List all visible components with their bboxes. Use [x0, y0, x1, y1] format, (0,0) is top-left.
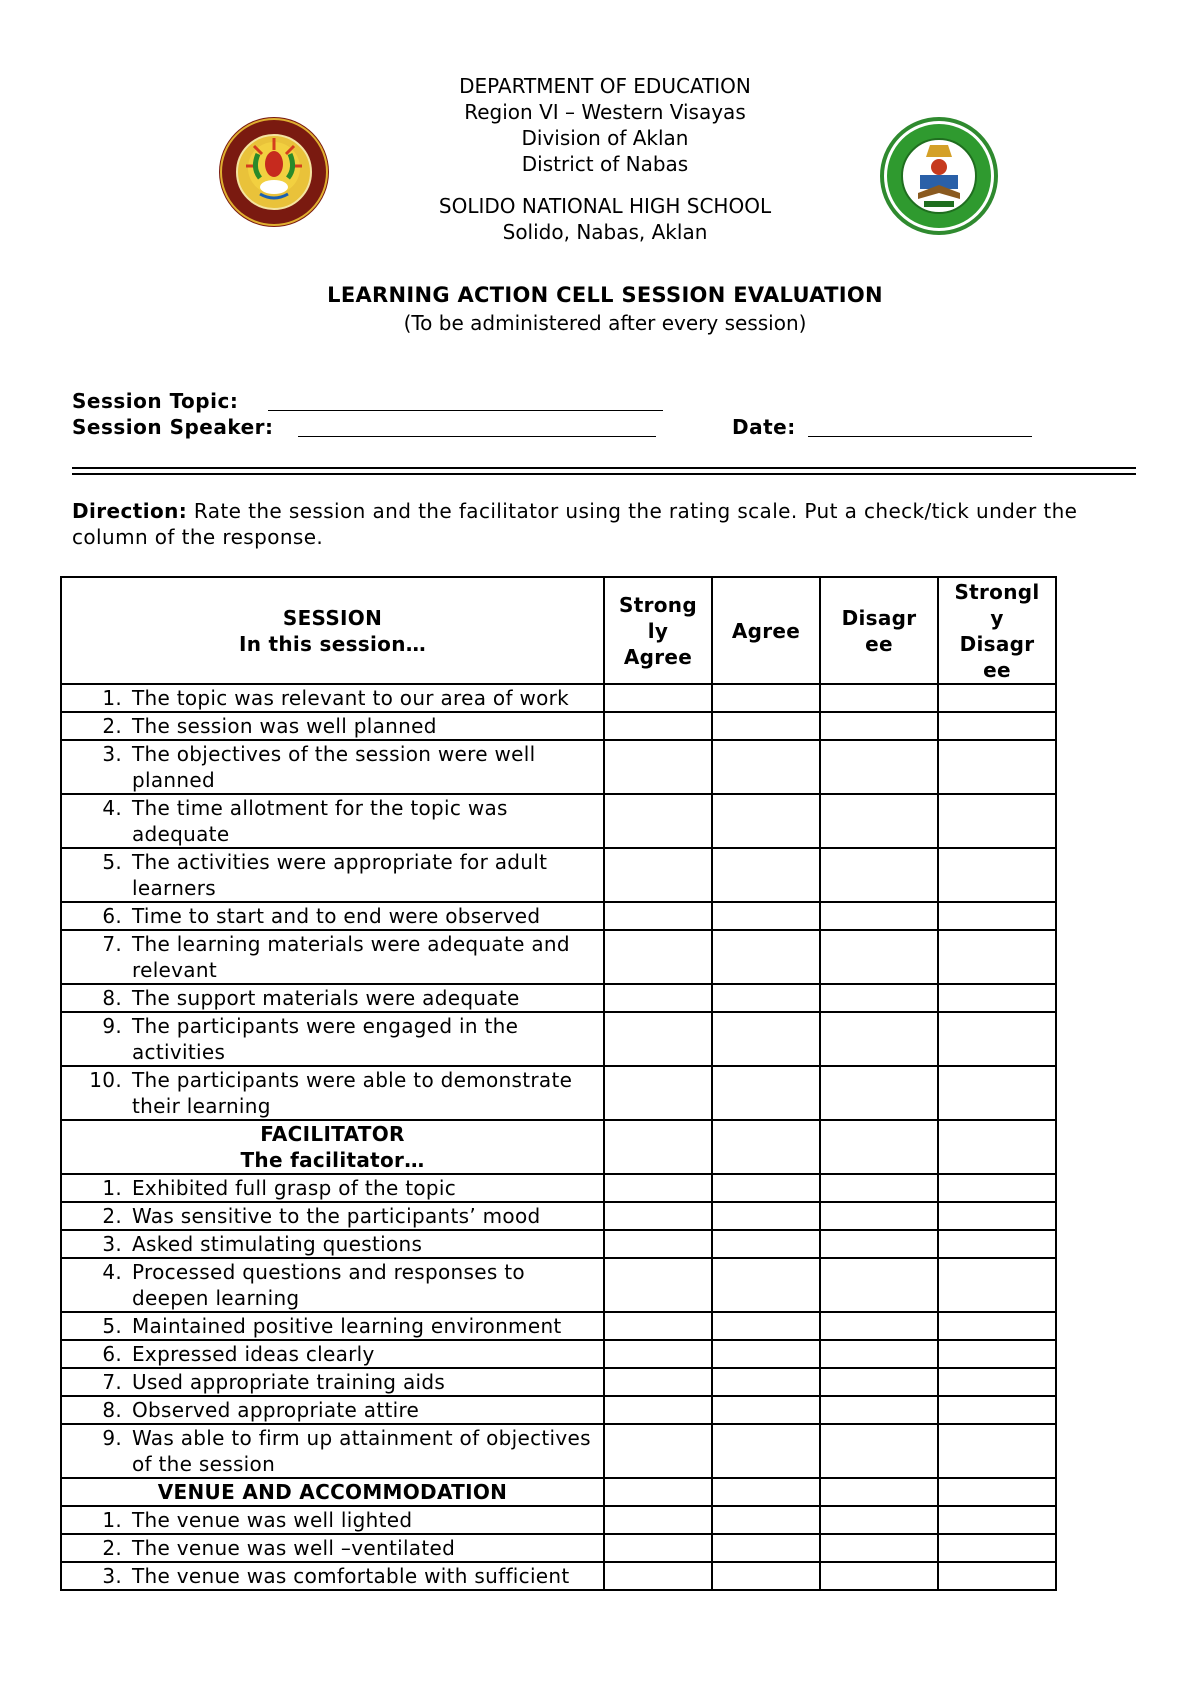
- rating-cell-disagree[interactable]: [820, 1562, 938, 1590]
- rating-cell-agree[interactable]: [712, 1506, 820, 1534]
- rating-cell-strongly-disagree[interactable]: [938, 1368, 1056, 1396]
- evaluation-table: [60, 576, 1057, 1591]
- rating-cell-agree[interactable]: [712, 1066, 820, 1120]
- rating-cell-strongly-disagree[interactable]: [938, 1174, 1056, 1202]
- rating-cell-disagree[interactable]: [820, 1368, 938, 1396]
- rating-cell-strongly-agree[interactable]: [604, 1424, 712, 1478]
- rating-cell-disagree[interactable]: [820, 1066, 938, 1120]
- venue-item-text: The venue was well lighted: [132, 1508, 413, 1532]
- rating-cell-strongly-agree[interactable]: [604, 930, 712, 984]
- facilitator-item-number: 5.: [102, 1314, 122, 1338]
- session-row: [61, 902, 1056, 930]
- facilitator-item: [62, 1231, 603, 1257]
- session-item-text: Time to start and to end were observed: [132, 904, 541, 928]
- school-name: SOLIDO NATIONAL HIGH SCHOOL: [438, 194, 772, 218]
- rating-cell-disagree[interactable]: [820, 902, 938, 930]
- col-strongly-agree: Strong ly Agree: [604, 577, 712, 684]
- rating-cell-disagree[interactable]: [820, 1012, 938, 1066]
- session-topic-field[interactable]: [268, 410, 663, 411]
- facilitator-item-number: 6.: [102, 1342, 122, 1366]
- rating-cell-agree[interactable]: [712, 1562, 820, 1590]
- session-header-title: SESSION: [282, 605, 383, 630]
- rating-cell-strongly-agree[interactable]: [604, 740, 712, 794]
- col-disagree: Disagr ee: [820, 577, 938, 684]
- rating-cell-disagree[interactable]: [820, 1396, 938, 1424]
- facilitator-item-text: Exhibited full grasp of the topic: [132, 1176, 457, 1200]
- rating-cell-agree[interactable]: [712, 1202, 820, 1230]
- session-item-text: The objectives of the session were well planned: [132, 742, 536, 792]
- session-row: [61, 740, 1056, 794]
- rating-cell-agree[interactable]: [712, 1258, 820, 1312]
- rating-cell-strongly-disagree[interactable]: [938, 1202, 1056, 1230]
- rating-cell-strongly-disagree[interactable]: [938, 740, 1056, 794]
- rating-cell-strongly-agree[interactable]: [604, 1534, 712, 1562]
- facilitator-item-number: 7.: [102, 1370, 122, 1394]
- facilitator-item-text: Expressed ideas clearly: [132, 1342, 375, 1366]
- session-item-number: 10.: [89, 1068, 122, 1092]
- rating-cell-disagree[interactable]: [820, 930, 938, 984]
- facilitator-item: [62, 1259, 603, 1311]
- session-item-number: 4.: [102, 796, 122, 820]
- rating-cell-agree[interactable]: [712, 1174, 820, 1202]
- rating-cell-strongly-agree[interactable]: [604, 794, 712, 848]
- rating-cell-disagree[interactable]: [820, 794, 938, 848]
- session-header: [61, 577, 604, 684]
- rating-cell-strongly-agree[interactable]: [604, 1506, 712, 1534]
- rating-cell-agree[interactable]: [712, 902, 820, 930]
- session-item-number: 6.: [102, 904, 122, 928]
- rating-cell-agree[interactable]: [712, 1340, 820, 1368]
- district-name: District of Nabas: [521, 152, 689, 176]
- venue-item-text: The venue was comfortable with sufficient: [132, 1564, 570, 1588]
- session-item-number: 1.: [102, 686, 122, 710]
- rating-cell-strongly-agree[interactable]: [604, 684, 712, 712]
- rating-cell-disagree[interactable]: [820, 1258, 938, 1312]
- facilitator-item-text: Maintained positive learning environment: [132, 1314, 562, 1338]
- session-topic-label: Session Topic:: [72, 389, 239, 413]
- session-item: [62, 903, 603, 929]
- rating-cell-strongly-disagree[interactable]: [938, 902, 1056, 930]
- venue-item: [62, 1563, 603, 1589]
- facilitator-row: [61, 1396, 1056, 1424]
- direction-text: [72, 498, 1152, 550]
- facilitator-row: [61, 1424, 1056, 1478]
- rating-cell-strongly-agree[interactable]: [604, 1202, 712, 1230]
- region-name: Region VI – Western Visayas: [464, 100, 746, 124]
- rating-cell-agree[interactable]: [712, 1396, 820, 1424]
- rating-cell-agree[interactable]: [712, 848, 820, 902]
- rating-cell-strongly-disagree[interactable]: [938, 1312, 1056, 1340]
- rating-cell-strongly-agree[interactable]: [604, 1230, 712, 1258]
- facilitator-item: [62, 1203, 603, 1229]
- rating-cell-strongly-disagree[interactable]: [938, 1012, 1056, 1066]
- rating-cell-agree[interactable]: [712, 1312, 820, 1340]
- rating-cell-disagree[interactable]: [820, 1534, 938, 1562]
- venue-item-number: 1.: [102, 1508, 122, 1532]
- facilitator-row: [61, 1340, 1056, 1368]
- session-item-text: The activities were appropriate for adult learners: [132, 850, 548, 900]
- session-row: [61, 1012, 1056, 1066]
- school-address: Solido, Nabas, Aklan: [502, 220, 708, 244]
- rating-cell-strongly-disagree[interactable]: [938, 1506, 1056, 1534]
- session-row: [61, 984, 1056, 1012]
- double-divider: [72, 467, 1136, 475]
- col-agree: Agree: [712, 577, 820, 684]
- rating-cell-disagree[interactable]: [820, 1340, 938, 1368]
- rating-cell-strongly-disagree[interactable]: [938, 794, 1056, 848]
- rating-cell-strongly-agree[interactable]: [604, 984, 712, 1012]
- facilitator-item-text: Processed questions and responses to deepen learning: [132, 1260, 525, 1310]
- session-item-text: The participants were able to demonstrate their learning: [132, 1068, 573, 1118]
- date-label: Date:: [732, 415, 796, 439]
- rating-cell-strongly-agree[interactable]: [604, 1258, 712, 1312]
- session-item: [62, 1067, 603, 1119]
- facilitator-row: [61, 1312, 1056, 1340]
- venue-row: [61, 1506, 1056, 1534]
- facilitator-item: [62, 1313, 603, 1339]
- date-field[interactable]: [808, 436, 1032, 437]
- rating-cell-agree[interactable]: [712, 740, 820, 794]
- session-item-number: 9.: [102, 1014, 122, 1038]
- venue-title: VENUE AND ACCOMMODATION: [61, 1478, 604, 1506]
- facilitator-item-number: 9.: [102, 1426, 122, 1450]
- rating-cell-strongly-agree[interactable]: [604, 848, 712, 902]
- rating-cell-strongly-disagree[interactable]: [938, 1562, 1056, 1590]
- rating-cell-agree[interactable]: [712, 1012, 820, 1066]
- facilitator-item-text: Asked stimulating questions: [132, 1232, 423, 1256]
- rating-cell-strongly-agree[interactable]: [604, 1066, 712, 1120]
- rating-cell-strongly-disagree[interactable]: [938, 930, 1056, 984]
- session-item-text: The session was well planned: [132, 714, 437, 738]
- facilitator-item: [62, 1175, 603, 1201]
- rating-cell-disagree[interactable]: [820, 1506, 938, 1534]
- rating-cell-strongly-disagree[interactable]: [938, 712, 1056, 740]
- rating-cell-agree[interactable]: [712, 1230, 820, 1258]
- venue-item: [62, 1535, 603, 1561]
- session-row: [61, 712, 1056, 740]
- rating-cell-strongly-disagree[interactable]: [938, 1066, 1056, 1120]
- session-item: [62, 713, 603, 739]
- rating-cell-strongly-agree[interactable]: [604, 712, 712, 740]
- rating-cell-disagree[interactable]: [820, 1424, 938, 1478]
- table-header-row: [61, 577, 1056, 684]
- rating-cell-disagree[interactable]: [820, 1312, 938, 1340]
- session-speaker-label: Session Speaker:: [72, 415, 274, 439]
- venue-item-number: 2.: [102, 1536, 122, 1560]
- rating-cell-agree[interactable]: [712, 930, 820, 984]
- session-item-number: 2.: [102, 714, 122, 738]
- rating-cell-disagree[interactable]: [820, 1202, 938, 1230]
- rating-cell-strongly-disagree[interactable]: [938, 1534, 1056, 1562]
- facilitator-item-text: Used appropriate training aids: [132, 1370, 446, 1394]
- session-item-number: 7.: [102, 932, 122, 956]
- venue-item: [62, 1507, 603, 1533]
- venue-item-text: The venue was well –ventilated: [132, 1536, 456, 1560]
- rating-cell-strongly-agree[interactable]: [604, 1340, 712, 1368]
- venue-item-number: 3.: [102, 1564, 122, 1588]
- session-row: [61, 794, 1056, 848]
- division-name: Division of Aklan: [521, 126, 689, 150]
- facilitator-section-row: [61, 1120, 1056, 1174]
- facilitator-item-text: Was able to firm up attainment of objectives of the session: [132, 1426, 591, 1476]
- facilitator-item-text: Was sensitive to the participants’ mood: [132, 1204, 541, 1228]
- rating-cell-agree[interactable]: [712, 684, 820, 712]
- rating-cell-strongly-agree[interactable]: [604, 1562, 712, 1590]
- facilitator-item-number: 2.: [102, 1204, 122, 1228]
- rating-cell-strongly-agree[interactable]: [604, 1396, 712, 1424]
- facilitator-item-number: 3.: [102, 1232, 122, 1256]
- facilitator-row: [61, 1174, 1056, 1202]
- rating-cell-disagree[interactable]: [820, 984, 938, 1012]
- form-title: LEARNING ACTION CELL SESSION EVALUATION: [327, 283, 883, 307]
- rating-cell-strongly-disagree[interactable]: [938, 848, 1056, 902]
- facilitator-row: [61, 1230, 1056, 1258]
- facilitator-item: [62, 1369, 603, 1395]
- letterhead: [300, 73, 910, 245]
- rating-cell-strongly-disagree[interactable]: [938, 684, 1056, 712]
- rating-cell-strongly-disagree[interactable]: [938, 1230, 1056, 1258]
- facilitator-row: [61, 1202, 1056, 1230]
- facilitator-item-text: Observed appropriate attire: [132, 1398, 420, 1422]
- session-item-text: The topic was relevant to our area of work: [132, 686, 570, 710]
- session-row: [61, 930, 1056, 984]
- session-item: [62, 1013, 603, 1065]
- rating-cell-agree[interactable]: [712, 712, 820, 740]
- facilitator-item-number: 1.: [102, 1176, 122, 1200]
- rating-cell-strongly-disagree[interactable]: [938, 984, 1056, 1012]
- session-row: [61, 848, 1056, 902]
- facilitator-row: [61, 1368, 1056, 1396]
- rating-cell-agree[interactable]: [712, 984, 820, 1012]
- rating-cell-strongly-disagree[interactable]: [938, 1424, 1056, 1478]
- session-item-text: The support materials were adequate: [132, 986, 520, 1010]
- rating-cell-strongly-agree[interactable]: [604, 902, 712, 930]
- rating-cell-strongly-agree[interactable]: [604, 1368, 712, 1396]
- rating-cell-disagree[interactable]: [820, 1230, 938, 1258]
- rating-cell-disagree[interactable]: [820, 740, 938, 794]
- rating-cell-disagree[interactable]: [820, 712, 938, 740]
- rating-cell-disagree[interactable]: [820, 848, 938, 902]
- session-header-sub: In this session…: [238, 631, 427, 656]
- facilitator-item: [62, 1397, 603, 1423]
- rating-cell-strongly-disagree[interactable]: [938, 1396, 1056, 1424]
- venue-row: [61, 1562, 1056, 1590]
- col-strongly-disagree: Strongl y Disagr ee: [938, 577, 1056, 684]
- rating-cell-strongly-disagree[interactable]: [938, 1258, 1056, 1312]
- facilitator-item-number: 4.: [102, 1260, 122, 1284]
- rating-cell-disagree[interactable]: [820, 684, 938, 712]
- rating-cell-agree[interactable]: [712, 1368, 820, 1396]
- session-row: [61, 1066, 1056, 1120]
- rating-cell-agree[interactable]: [712, 1424, 820, 1478]
- session-item: [62, 795, 603, 847]
- venue-section-row: [61, 1478, 1056, 1506]
- venue-row: [61, 1534, 1056, 1562]
- session-speaker-field[interactable]: [298, 436, 656, 437]
- session-item-text: The time allotment for the topic was adequate: [132, 796, 508, 846]
- session-item: [62, 741, 603, 793]
- direction-body: Rate the session and the facilitator using the rating scale. Put a check/tick under the column of the response.: [72, 499, 1078, 549]
- session-item: [62, 685, 603, 711]
- facilitator-item: [62, 1425, 603, 1477]
- form-subtitle: (To be administered after every session): [403, 311, 807, 335]
- facilitator-item: [62, 1341, 603, 1367]
- rating-cell-strongly-agree[interactable]: [604, 1312, 712, 1340]
- facilitator-sub: The facilitator…: [240, 1148, 425, 1172]
- session-row: [61, 684, 1056, 712]
- session-item: [62, 985, 603, 1011]
- rating-cell-disagree[interactable]: [820, 1174, 938, 1202]
- direction-label: Direction:: [72, 499, 188, 523]
- session-item-number: 8.: [102, 986, 122, 1010]
- rating-cell-strongly-agree[interactable]: [604, 1174, 712, 1202]
- facilitator-title: FACILITATOR: [260, 1122, 405, 1146]
- session-item: [62, 849, 603, 901]
- rating-cell-strongly-agree[interactable]: [604, 1012, 712, 1066]
- facilitator-item-number: 8.: [102, 1398, 122, 1422]
- session-item-text: The learning materials were adequate and relevant: [132, 932, 570, 982]
- rating-cell-strongly-disagree[interactable]: [938, 1340, 1056, 1368]
- rating-cell-agree[interactable]: [712, 1534, 820, 1562]
- session-item-number: 5.: [102, 850, 122, 874]
- facilitator-row: [61, 1258, 1056, 1312]
- session-item-text: The participants were engaged in the activities: [132, 1014, 519, 1064]
- session-item: [62, 931, 603, 983]
- department-name: DEPARTMENT OF EDUCATION: [459, 74, 751, 98]
- rating-cell-agree[interactable]: [712, 794, 820, 848]
- session-item-number: 3.: [102, 742, 122, 766]
